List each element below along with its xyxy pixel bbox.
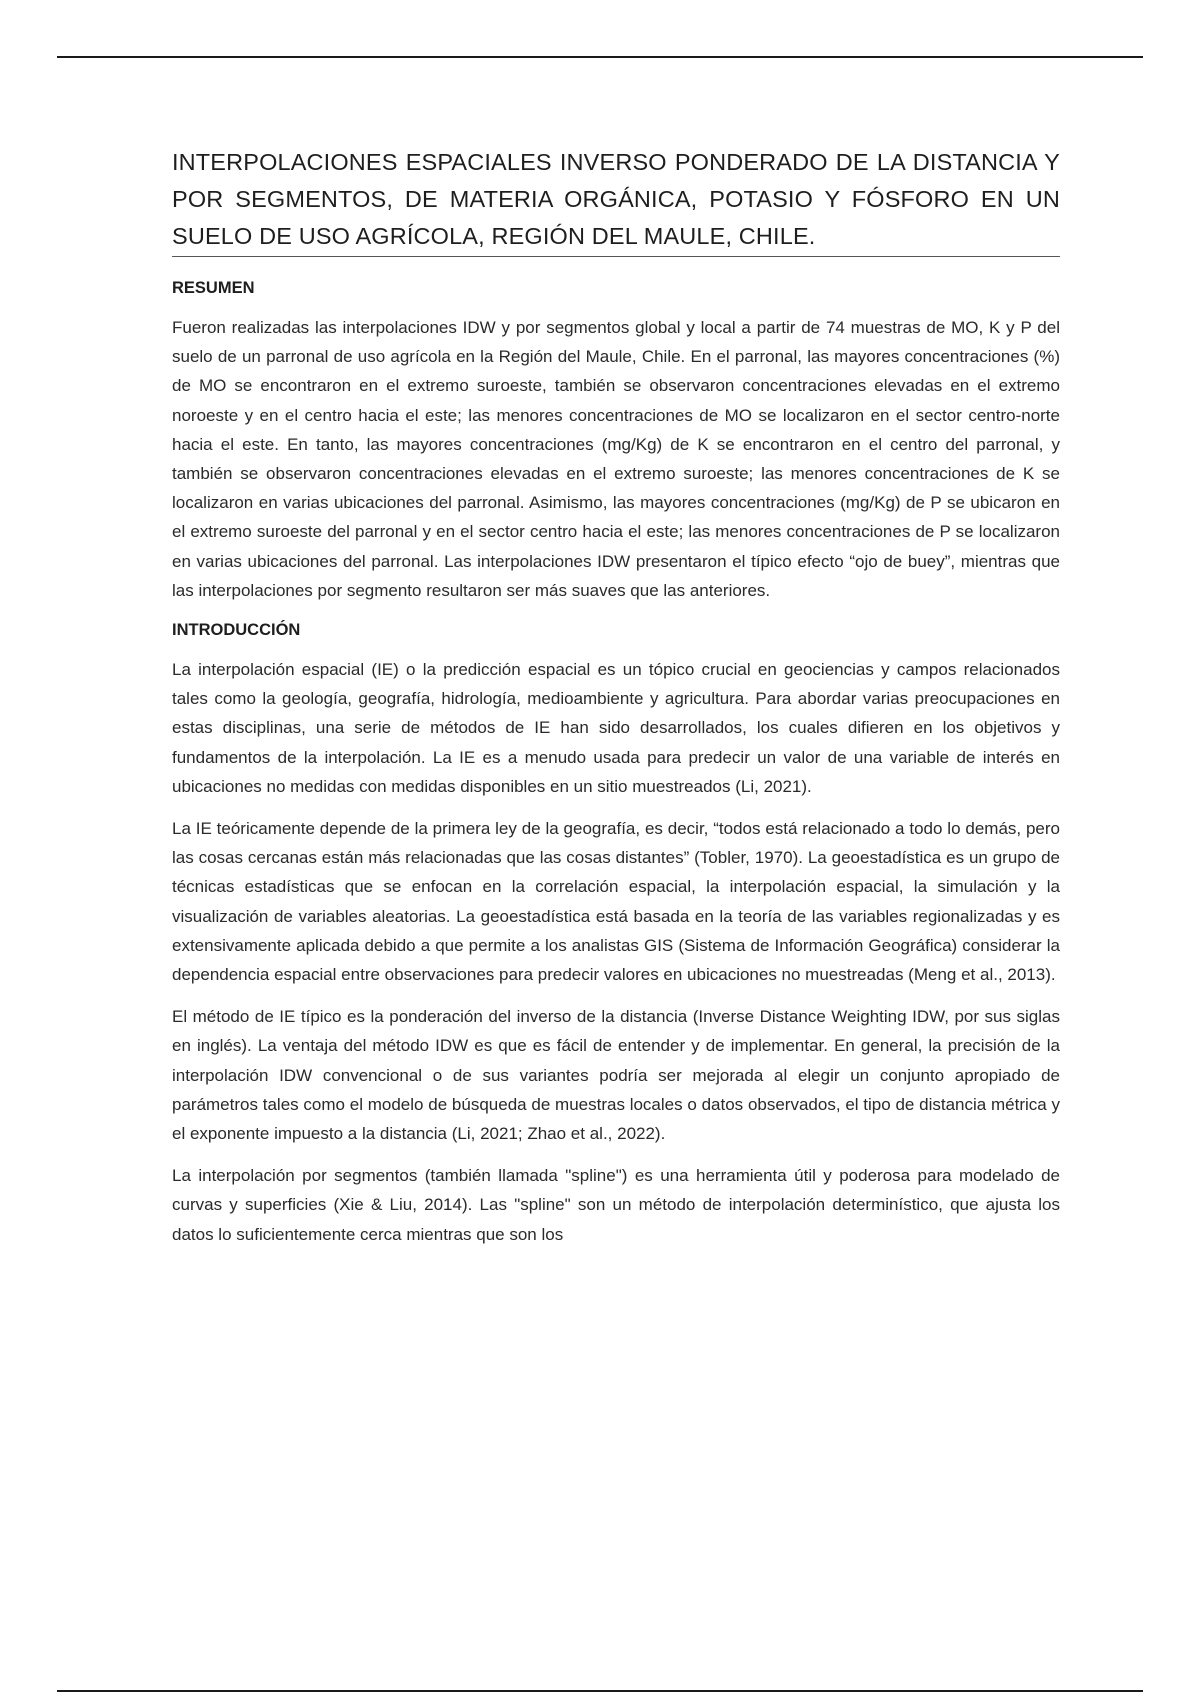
intro-paragraph-3: El método de IE típico es la ponderación del inverso de la distancia (Inverse Distance Weighting IDW, por sus siglas en inglés). La ventaja del método IDW es que es fácil de entender y de implementar. En general, la precisión de la interpolación IDW convencional o de sus variantes podría ser mejorada al elegir un conjunto apropiado de parámetros tales como el modelo de búsqueda de muestras locales o datos observados, el tipo de distancia métrica y el exponente impuesto a la distancia (Li, 2021; Zhao et al., 2022). bbox=[172, 1007, 1060, 1144]
intro-paragraph-4: La interpolación por segmentos (también llamada "spline") es una herramienta útil y poderosa para modelado de curvas y superficies (Xie & Liu, 2014). Las "spline" son un método de interpolación determinístico, que ajusta los datos lo suficientemente cerca mientras que son los bbox=[172, 1166, 1060, 1244]
abstract-paragraph: Fueron realizadas las interpolaciones IDW y por segmentos global y local a partir de 74 muestras de MO, K y P del suelo de un parronal de uso agrícola en la Región del Maule, Chile. En el parronal, las mayores concentraciones (%) de MO se encontraron en el extremo suroeste, también se observaron concentraciones elevadas en el extremo noroeste y en el centro hacia el este; las menores concentraciones de MO se localizaron en el sector centro-norte hacia el este. En tanto, las mayores concentraciones (mg/Kg) de K se encontraron en el centro del parronal, y también se observaron concentraciones elevadas en el extremo suroeste; las menores concentraciones de K se localizaron en varias ubicaciones del parronal. Asimismo, las mayores concentraciones (mg/Kg) de P se ubicaron en el extremo suroeste del parronal y en el sector centro hacia el este; las menores concentraciones de P se localizaron en varias ubicaciones del parronal. Las interpolaciones IDW presentaron el típico efecto “ojo de buey”, mientras que las interpolaciones por segmento resultaron ser más suaves que las anteriores. bbox=[172, 318, 1060, 600]
section-heading-resumen: RESUMEN bbox=[172, 279, 255, 297]
intro-paragraph-2: La IE teóricamente depende de la primera ley de la geografía, es decir, “todos está relacionado a todo lo demás, pero las cosas cercanas están más relacionadas que las cosas distantes” (Tobler, 1970). La geoestadística es un grupo de técnicas estadísticas que se enfocan en la correlación espacial, la interpolación espacial, la simulación y la visualización de variables aleatorias. La geoestadística está basada en la teoría de las variables regionalizadas y es extensivamente aplicada debido a que permite a los analistas GIS (Sistema de Información Geográfica) considerar la dependencia espacial entre observaciones para predecir valores en ubicaciones no muestreadas (Meng et al., 2013). bbox=[172, 819, 1060, 985]
paper-title: INTERPOLACIONES ESPACIALES INVERSO PONDERADO DE LA DISTANCIA Y POR SEGMENTOS, DE MATERIA ORGÁNICA, POTASIO Y FÓSFORO EN UN SUELO DE USO AGRÍCOLA, REGIÓN DEL MAULE, CHILE. bbox=[172, 144, 1060, 257]
section-heading-introduccion: INTRODUCCIÓN bbox=[172, 621, 301, 640]
page-top-rule bbox=[57, 56, 1143, 58]
page-bottom-rule bbox=[57, 1690, 1143, 1692]
intro-paragraph-1: La interpolación espacial (IE) o la predicción espacial es un tópico crucial en geociencias y campos relacionados tales como la geología, geografía, hidrología, medioambiente y agricultura. Para abordar varias preocupaciones en estas disciplinas, una serie de métodos de IE han sido desarrollados, los cuales difieren en los objetivos y fundamentos de la interpolación. La IE es a menudo usada para predecir un valor de una variable de interés en ubicaciones no medidas con medidas disponibles en un sitio muestreados (Li, 2021). bbox=[172, 660, 1060, 796]
document-body bbox=[172, 144, 1060, 1249]
